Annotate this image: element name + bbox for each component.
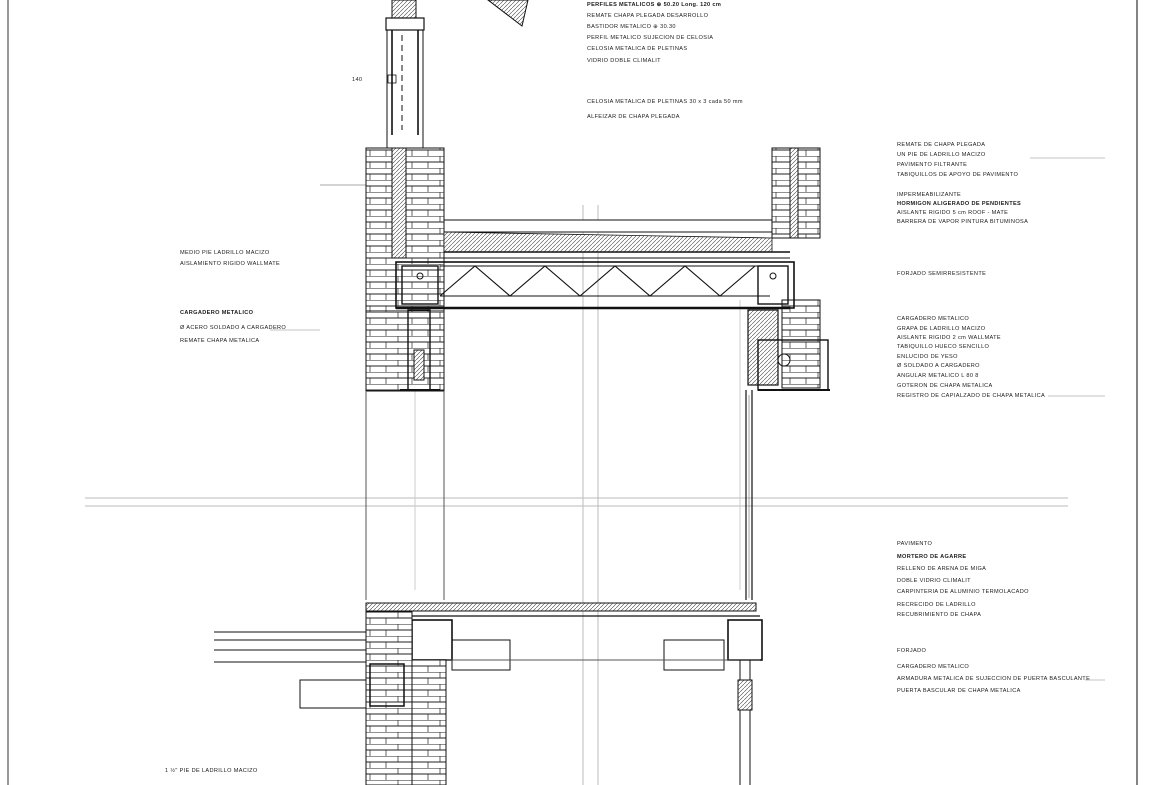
annotation-label: AISLAMIENTO RIGIDO WALLMATE (180, 261, 281, 267)
lower-left-masonry (214, 612, 446, 785)
annotation-label: Ø SOLDADO A CARGADERO (897, 363, 980, 369)
annotation-label: RECUBRIMIENTO DE CHAPA (897, 612, 982, 618)
upper-slab-truss (396, 262, 794, 308)
annotation-label: RELLENO DE ARENA DE MIGA (897, 566, 987, 572)
annotation-label: ALFEIZAR DE CHAPA PLEGADA (587, 114, 680, 120)
annotation-label: IMPERMEABILIZANTE (897, 192, 962, 198)
annotation-label: PAVIMENTO (897, 541, 933, 547)
annotation-label: GOTERON DE CHAPA METALICA (897, 383, 993, 389)
annotation-label: CELOSIA METALICA DE PLETINAS 30 x 3 cada 50 mm (587, 99, 743, 105)
annotation-label: TABIQUILLO HUECO SENCILLO (897, 344, 990, 350)
annotation-label: FORJADO SEMIRRESISTENTE (897, 271, 987, 277)
parapet-post (386, 0, 424, 148)
annotation-label: CELOSIA METALICA DE PLETINAS (587, 46, 688, 52)
annotation-label: RECRECIDO DE LADRILLO (897, 602, 976, 608)
annotation-label: FORJADO (897, 648, 927, 654)
annotation-label: 1 ½" PIE DE LADRILLO MACIZO (165, 768, 258, 774)
annotation-label: AISLANTE RIGIDO 5 cm ROOF - MATE (897, 210, 1009, 216)
annotation-label: REGISTRO DE CAPIALZADO DE CHAPA METALICA (897, 393, 1046, 399)
annotation-label: PAVIMENTO FILTRANTE (897, 162, 968, 168)
annotation-label: BASTIDOR METALICO ⊕ 30.30 (587, 24, 676, 30)
annotation-label: ANGULAR METALICO L 80 8 (897, 373, 979, 379)
right-brick-wall (772, 148, 820, 388)
annotation-label: UN PIE DE LADRILLO MACIZO (897, 152, 986, 158)
annotation-label: MEDIO PIE LADRILLO MACIZO (180, 250, 270, 256)
annotation-label: CARGADERO METALICO (180, 310, 254, 316)
roof-build-up (444, 220, 790, 258)
lower-right-column (738, 660, 752, 785)
annotation-label: CARPINTERIA DE ALUMINIO TERMOLACADO (897, 589, 1029, 595)
top-diagonal-bracket (488, 0, 528, 26)
annotation-label: PERFILES METALICOS ⊕ 50.20 Long. 120 cm (587, 2, 722, 8)
annotation-label: TABIQUILLOS DE APOYO DE PAVIMENTO (897, 172, 1019, 178)
annotation-label: ENLUCIDO DE YESO (897, 354, 958, 360)
annotation-label: AISLANTE RIGIDO 2 cm WALLMATE (897, 335, 1002, 341)
annotation-label: REMATE CHAPA PLEGADA DESARROLLO (587, 13, 709, 19)
dimension-label: 140 (352, 77, 363, 83)
annotation-label: DOBLE VIDRIO CLIMALIT (897, 578, 971, 584)
annotation-label: GRAPA DE LADRILLO MACIZO (897, 326, 986, 332)
annotation-label: ARMADURA METALICA DE SUJECCION DE PUERTA BASCULANTE (897, 676, 1091, 682)
annotation-label: MORTERO DE AGARRE (897, 554, 967, 560)
annotation-label: PUERTA BASCULAR DE CHAPA METALICA (897, 688, 1021, 694)
annotation-label: REMATE CHAPA METALICA (180, 338, 260, 344)
annotation-label: PERFIL METALICO SUJECION DE CELOSIA (587, 35, 714, 41)
annotation-label: CARGADERO METALICO (897, 316, 970, 322)
annotation-label: BARRERA DE VAPOR PINTURA BITUMINOSA (897, 219, 1029, 225)
annotation-label: REMATE DE CHAPA PLEGADA (897, 142, 986, 148)
annotation-label: Ø ACERO SOLDADO A CARGADERO (180, 325, 287, 331)
left-brick-wall (366, 148, 444, 600)
window-frame (746, 390, 752, 600)
annotation-label: VIDRIO DOBLE CLIMALIT (587, 58, 661, 64)
annotation-label: CARGADERO METALICO (897, 664, 970, 670)
annotation-label: HORMIGON ALIGERADO DE PENDIENTES (897, 201, 1022, 207)
